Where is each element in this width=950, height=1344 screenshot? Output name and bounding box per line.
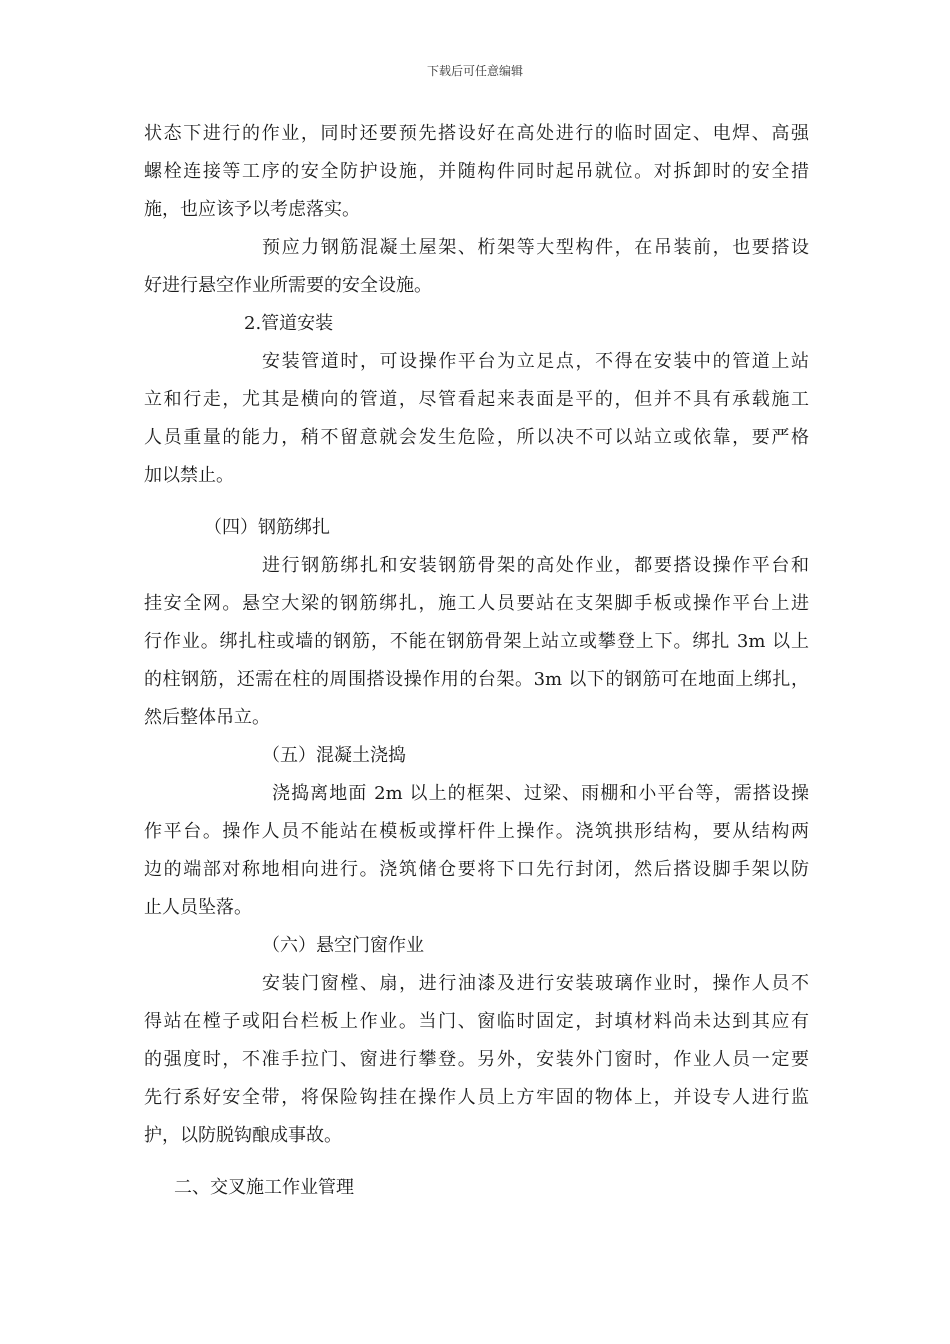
section-heading: （四）钢筋绑扎 [204, 517, 330, 538]
paragraph-line: 人员重量的能力，稍不留意就会发生危险，所以决不可以站立或依靠，要严格 [144, 427, 809, 448]
paragraph-line: 然后整体吊立。 [144, 707, 270, 728]
document-body [144, 121, 809, 1213]
paragraph-line: 挂安全网。悬空大梁的钢筋绑扎，施工人员要站在支架脚手板或操作平台上进 [144, 593, 809, 614]
section-heading: （六）悬空门窗作业 [262, 935, 424, 956]
page-header: 下载后可任意编辑 [426, 64, 523, 78]
paragraph-line: 行作业。绑扎柱或墙的钢筋，不能在钢筋骨架上站立或攀登上下。绑扎 3m 以上 [144, 631, 809, 652]
paragraph-line: 的柱钢筋，还需在柱的周围搭设操作用的台架。3m 以下的钢筋可在地面上绑扎， [144, 669, 809, 690]
paragraph-line: 安装管道时，可设操作平台为立足点，不得在安装中的管道上站 [262, 351, 809, 372]
paragraph-line: 施，也应该予以考虑落实。 [144, 199, 360, 220]
paragraph-line: 先行系好安全带，将保险钩挂在操作人员上方牢固的物体上，并设专人进行监 [144, 1087, 809, 1108]
paragraph-line: 的强度时，不准手拉门、窗进行攀登。另外，安装外门窗时，作业人员一定要 [144, 1049, 809, 1070]
paragraph-line: 作平台。操作人员不能站在模板或撑杆件上操作。浇筑拱形结构，要从结构两 [144, 821, 809, 842]
paragraph-line: 螺栓连接等工序的安全防护设施，并随构件同时起吊就位。对拆卸时的安全措 [144, 161, 809, 182]
paragraph-line: 浇捣离地面 2m 以上的框架、过梁、雨棚和小平台等，需搭设操 [272, 783, 809, 804]
paragraph-line: 止人员坠落。 [144, 897, 252, 918]
paragraph-line: 安装门窗樘、扇，进行油漆及进行安装玻璃作业时，操作人员不 [262, 973, 809, 994]
paragraph-line: 得站在樘子或阳台栏板上作业。当门、窗临时固定，封填材料尚未达到其应有 [144, 1011, 809, 1032]
paragraph-line: 状态下进行的作业，同时还要预先搭设好在高处进行的临时固定、电焊、高强 [144, 123, 809, 144]
paragraph-line: 边的端部对称地相向进行。浇筑储仓要将下口先行封闭，然后搭设脚手架以防 [144, 859, 809, 880]
section-heading: 二、交叉施工作业管理 [174, 1177, 354, 1198]
paragraph-line: 加以禁止。 [144, 465, 234, 486]
paragraph-line: 立和行走，尤其是横向的管道，尽管看起来表面是平的，但并不具有承载施工 [144, 389, 809, 410]
paragraph-line: 好进行悬空作业所需要的安全设施。 [144, 275, 432, 296]
section-heading: 2.管道安装 [244, 313, 334, 334]
paragraph-line: 护，以防脱钩酿成事故。 [144, 1125, 342, 1146]
section-heading: （五）混凝土浇捣 [262, 745, 406, 766]
paragraph-line: 进行钢筋绑扎和安装钢筋骨架的高处作业，都要搭设操作平台和 [262, 555, 809, 576]
paragraph-line: 预应力钢筋混凝土屋架、桁架等大型构件，在吊装前，也要搭设 [262, 237, 809, 258]
